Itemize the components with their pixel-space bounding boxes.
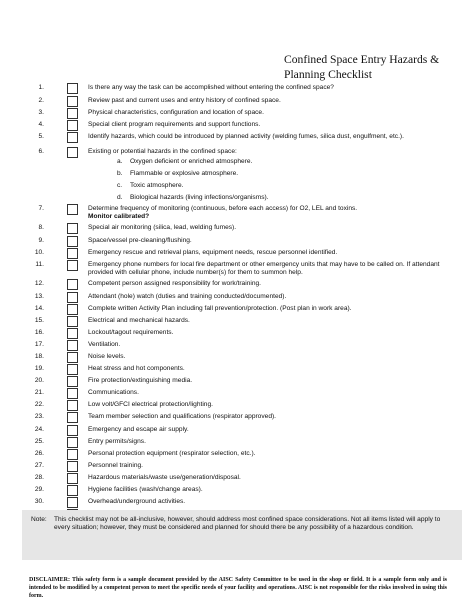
item-number: 18. xyxy=(34,353,44,360)
item-checkbox[interactable] xyxy=(67,437,78,448)
subitem-letter: b. xyxy=(117,170,123,177)
item-number: 16. xyxy=(34,329,44,336)
item-number: 17. xyxy=(34,341,44,348)
item-number: 1. xyxy=(38,84,44,91)
item-number: 23. xyxy=(34,413,44,420)
item-text: Lockout/tagout requirements. xyxy=(88,329,174,336)
item-text: Attendant (hole) watch (duties and training conducted/documented). xyxy=(88,293,287,300)
item-text-block xyxy=(88,261,443,276)
item-text-block xyxy=(88,438,443,446)
item-text-block xyxy=(88,305,443,313)
item-number: 30. xyxy=(34,498,44,505)
item-text-block xyxy=(88,401,443,409)
item-checkbox[interactable] xyxy=(67,204,78,215)
item-text: Hazardous materials/waste use/generation/disposal. xyxy=(88,474,241,481)
item-checkbox[interactable] xyxy=(67,147,78,158)
item-text-block xyxy=(88,329,443,337)
item-number: 13. xyxy=(34,293,44,300)
item-text-block xyxy=(88,224,443,232)
item-checkbox[interactable] xyxy=(67,236,78,247)
item-text-block xyxy=(88,426,443,434)
item-text-block xyxy=(88,450,443,458)
item-text: Electrical and mechanical hazards. xyxy=(88,317,190,324)
item-number: 22. xyxy=(34,401,44,408)
item-text: Personal protection equipment (respirator selection, etc.). xyxy=(88,450,256,457)
item-text: Noise levels. xyxy=(88,353,126,360)
item-text: Personnel training. xyxy=(88,462,143,469)
item-checkbox[interactable] xyxy=(67,388,78,399)
item-text-block xyxy=(88,498,443,506)
item-text: Emergency phone numbers for local fire department or other emergency units that may have to be called on. If attendant provided with cellular phone, include number(s) for them to summon help. xyxy=(88,261,440,276)
item-text-block xyxy=(88,317,443,325)
item-checkbox[interactable] xyxy=(67,83,78,94)
item-number: 15. xyxy=(34,317,44,324)
item-number: 10. xyxy=(34,249,44,256)
item-bold-text: Monitor calibrated? xyxy=(88,212,150,220)
item-text-block xyxy=(88,486,443,494)
item-text-block xyxy=(88,205,443,220)
item-text: Fire protection/extinguishing media. xyxy=(88,377,193,384)
note-label: Note: xyxy=(31,516,47,523)
item-number: 5. xyxy=(38,133,44,140)
item-text: Emergency rescue and retrieval plans, equipment needs, rescue personnel identified. xyxy=(88,249,338,256)
item-text-block xyxy=(88,353,443,361)
item-text-block xyxy=(88,121,443,129)
item-text: Complete written Activity Plan including fall prevention/protection. (Post plan in work area). xyxy=(88,305,352,312)
item-number: 9. xyxy=(38,237,44,244)
item-text-block xyxy=(88,474,443,482)
item-number: 29. xyxy=(34,486,44,493)
item-number: 3. xyxy=(38,109,44,116)
item-number: 12. xyxy=(34,280,44,287)
item-text-block xyxy=(88,249,443,257)
item-number: 4. xyxy=(38,121,44,128)
item-checkbox[interactable] xyxy=(67,120,78,131)
subitem-letter: c. xyxy=(117,182,123,189)
item-checkbox[interactable] xyxy=(67,364,78,375)
subitem-letter: d. xyxy=(117,194,123,201)
item-checkbox[interactable] xyxy=(67,376,78,387)
item-text-block xyxy=(88,280,443,288)
item-text-block xyxy=(88,237,443,245)
item-number: 20. xyxy=(34,377,44,384)
item-checkbox[interactable] xyxy=(67,328,78,339)
item-text: Physical characteristics, configuration and location of space. xyxy=(88,109,264,116)
item-text: Communications. xyxy=(88,389,139,396)
item-text-block xyxy=(88,389,443,397)
item-number: 2. xyxy=(38,97,44,104)
item-text: Identify hazards, which could be introduced by planned activity (welding fumes, silica dust, engulfment, etc.). xyxy=(88,133,404,140)
item-number: 11. xyxy=(35,261,44,268)
item-text-block xyxy=(88,341,443,349)
item-text-block xyxy=(88,133,443,141)
item-checkbox[interactable] xyxy=(67,108,78,119)
item-text-block xyxy=(88,84,443,92)
item-checkbox[interactable] xyxy=(67,223,78,234)
item-text-block xyxy=(88,148,443,156)
item-number: 27. xyxy=(34,462,44,469)
item-text: Ventilation. xyxy=(88,341,121,348)
item-checkbox[interactable] xyxy=(67,400,78,411)
item-text: Space/vessel pre-cleaning/flushing. xyxy=(88,237,192,244)
item-text-block xyxy=(88,377,443,385)
item-text: Team member selection and qualifications (respirator approved). xyxy=(88,413,277,420)
item-checkbox[interactable] xyxy=(67,292,78,303)
subitem-text: Biological hazards (living infections/organisms). xyxy=(130,194,269,201)
item-checkbox[interactable] xyxy=(67,279,78,290)
item-checkbox[interactable] xyxy=(67,132,78,143)
item-text-block xyxy=(88,413,443,421)
item-number: 7. xyxy=(38,205,44,212)
item-text: Emergency and escape air supply. xyxy=(88,426,189,433)
item-number: 24. xyxy=(34,426,44,433)
item-text: Special air monitoring (silica, lead, welding fumes). xyxy=(88,224,237,231)
item-text: Low volt/GFCI electrical protection/lighting. xyxy=(88,401,213,408)
item-text: Overhead/underground activities. xyxy=(88,498,186,505)
page-title-line-2: Planning Checklist xyxy=(284,68,372,81)
item-number: 21. xyxy=(34,389,44,396)
item-checkbox[interactable] xyxy=(67,461,78,472)
item-number: 14. xyxy=(34,305,44,312)
item-number: 28. xyxy=(34,474,44,481)
item-text-block xyxy=(88,293,443,301)
subitem-letter: a. xyxy=(117,158,123,165)
item-text: Entry permits/signs. xyxy=(88,438,146,445)
item-checkbox[interactable] xyxy=(67,412,78,423)
item-checkbox[interactable] xyxy=(67,449,78,460)
note-text: This checklist may not be all-inclusive, however, should address most confined space considerations. Not all items listed will apply to every situation; however, they must be considered and planned for should there be any possibility of a hazardous condition. xyxy=(54,516,441,531)
item-number: 26. xyxy=(34,450,44,457)
item-checkbox[interactable] xyxy=(67,340,78,351)
subitem-text: Flammable or explosive atmosphere. xyxy=(130,170,239,177)
item-number: 6. xyxy=(38,148,44,155)
item-checkbox[interactable] xyxy=(67,473,78,484)
item-text: Special client program requirements and support functions. xyxy=(88,121,261,128)
item-text-block xyxy=(88,97,443,105)
item-text-block xyxy=(88,462,443,470)
page-title-line-1: Confined Space Entry Hazards & xyxy=(284,53,440,66)
note-box xyxy=(22,510,462,560)
item-checkbox[interactable] xyxy=(67,497,78,508)
item-text: Hygiene facilities (wash/change areas). xyxy=(88,486,203,493)
item-number: 8. xyxy=(38,224,44,231)
item-checkbox[interactable] xyxy=(67,425,78,436)
item-text: Heat stress and hot components. xyxy=(88,365,185,372)
item-checkbox[interactable] xyxy=(67,304,78,315)
item-text: Existing or potential hazards in the confined space: xyxy=(88,148,237,155)
subitem-text: Oxygen deficient or enriched atmosphere. xyxy=(130,158,253,165)
item-number: 25. xyxy=(34,438,44,445)
item-checkbox[interactable] xyxy=(67,352,78,363)
disclaimer: DISCLAIMER: This safety form is a sample document provided by the AISC Safety Committee to be used in the shop or field. It is a sample form only and is intended to be modified by a competent person to meet the specific needs of your facility and operations. AISC is not responsible for the risks involved in using this form. xyxy=(29,577,447,599)
item-checkbox[interactable] xyxy=(67,485,78,496)
item-checkbox[interactable] xyxy=(67,260,78,271)
item-text: Competent person assigned responsibility for work/training. xyxy=(88,280,261,287)
item-number: 19. xyxy=(34,365,44,372)
item-text-block xyxy=(88,365,443,373)
item-checkbox[interactable] xyxy=(67,316,78,327)
item-checkbox[interactable] xyxy=(67,96,78,107)
item-text: Is there any way the task can be accomplished without entering the confined space? xyxy=(88,84,334,91)
item-text: Review past and current uses and entry history of confined space. xyxy=(88,97,281,104)
item-text-block xyxy=(88,109,443,117)
item-checkbox[interactable] xyxy=(67,248,78,259)
subitem-text: Toxic atmosphere. xyxy=(130,182,184,189)
item-text: Determine frequency of monitoring (continuous, before each access) for O2, LEL and toxins. xyxy=(88,205,358,212)
